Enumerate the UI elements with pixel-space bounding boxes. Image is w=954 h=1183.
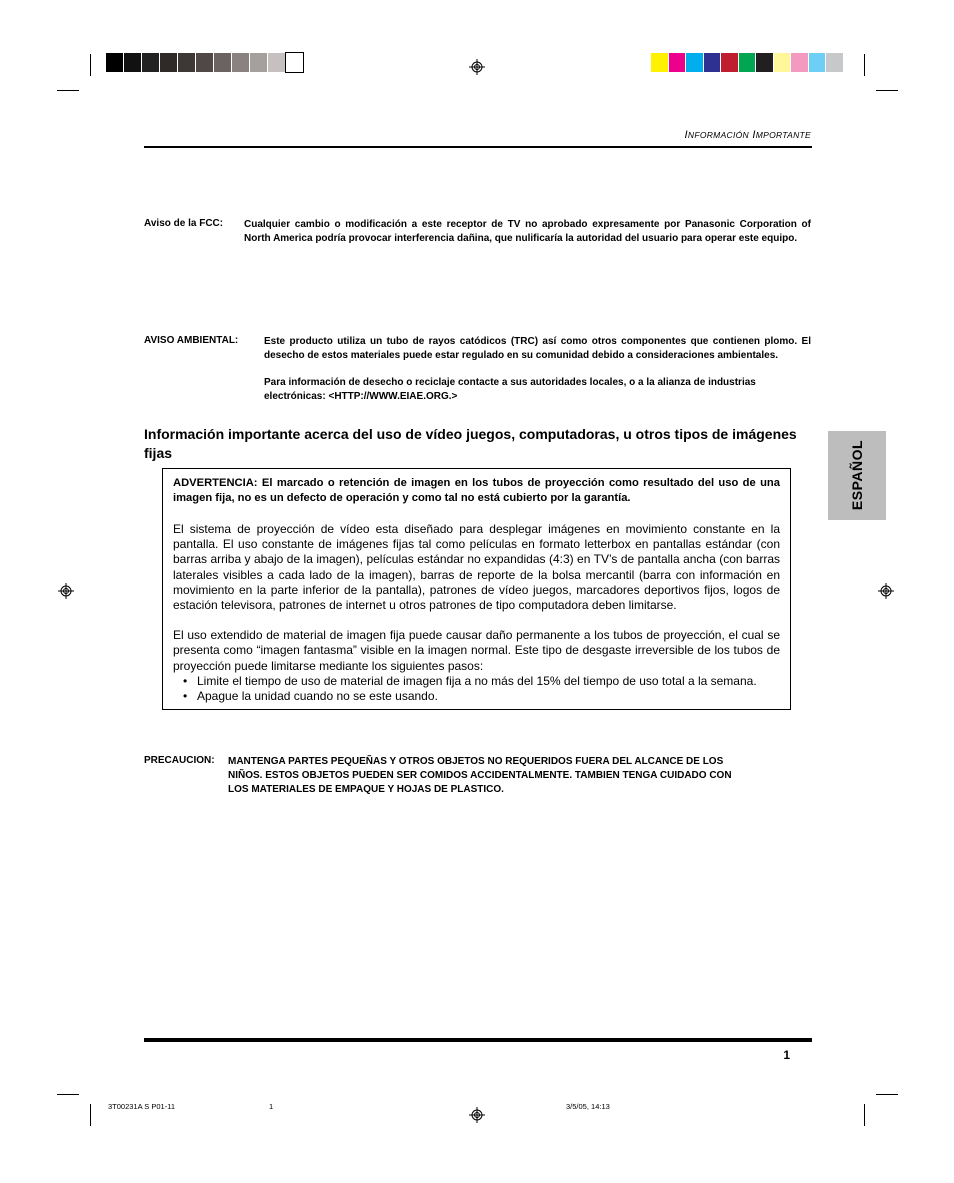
warning-text: ADVERTENCIA: El marcado o retención de imagen en los tubos de proyección como resultado del uso de una imagen fija, no es un defecto de operación y como tal no está cubierto por la garantía.	[173, 477, 780, 504]
color-swatch	[232, 53, 249, 72]
crop-mark	[864, 54, 865, 76]
footer-file-code: 3T00231A S P01-11	[108, 1102, 175, 1111]
color-swatch	[826, 53, 843, 72]
color-swatch	[791, 53, 808, 72]
warning-steps-list	[173, 674, 780, 704]
header-rule	[144, 146, 812, 148]
registration-mark-icon	[878, 583, 894, 599]
fcc-label: Aviso de la FCC:	[144, 218, 224, 229]
list-item: • Limite el tiempo de uso de material de imagen fija a no más del 15% del tiempo de uso total a la semana.	[183, 674, 780, 689]
environmental-label: AVISO AMBIENTAL:	[144, 335, 239, 346]
color-swatch	[268, 53, 285, 72]
caution-line-3: LOS MATERIALES DE EMPAQUE Y HOJAS DE PLASTICO.	[228, 784, 504, 795]
language-tab-label: ESPAÑOL	[849, 439, 865, 511]
language-tab	[828, 431, 886, 520]
footer-date-time: 3/5/05, 14:13	[566, 1102, 610, 1111]
color-swatch	[250, 53, 267, 72]
list-item: • Apague la unidad cuando no se este usando.	[183, 689, 780, 704]
registration-mark-icon	[469, 59, 485, 75]
footer-rule	[144, 1038, 812, 1042]
registration-mark-icon	[469, 1107, 485, 1123]
color-swatch	[774, 53, 791, 72]
registration-mark-icon	[58, 583, 74, 599]
warning-paragraph-1: El sistema de proyección de vídeo esta diseñado para desplegar imágenes en movimiento constante en la pantalla. El uso constante de imágenes fijas tal como películas en formato letterbox en pantallas estándar (con barras arriba y abajo de la imagen), películas estándar no expandidas (4:3) en TV’s de pantalla ancha (con barras laterales visibles a cada lado de la imagen), barras de reporte de la bolsa mercantil (barra con información en movimiento en la parte inferior de la pantalla), patrones de vídeo juegos, marcadores deportivos fijos, logos de estación televisora, patrones de internet u otros patrones de tipo computadora deben limitarse.	[173, 522, 780, 613]
caution-label: PRECAUCION:	[144, 755, 215, 766]
color-swatch	[178, 53, 195, 72]
crop-mark	[876, 90, 898, 91]
warning-box	[162, 468, 791, 710]
page-number: 1	[783, 1048, 790, 1062]
environmental-link-text: Para información de desecho o reciclaje contacte a sus autoridades locales, o a la alianza de industrias electrónicas: <HTTP://WWW.EIAE.ORG.>	[264, 377, 756, 402]
color-swatch	[669, 53, 686, 72]
page-header-title: INFORMACIÓN IMPORTANTE	[684, 129, 811, 141]
color-swatch	[756, 53, 773, 72]
color-swatch	[809, 53, 826, 72]
color-swatch	[286, 53, 303, 72]
caution-line-1: MANTENGA PARTES PEQUEÑAS Y OTROS OBJETOS NO REQUERIDOS FUERA DEL ALCANCE DE LOS	[228, 756, 724, 767]
color-swatch	[124, 53, 141, 72]
crop-mark	[864, 1104, 865, 1126]
color-swatch	[739, 53, 756, 72]
warning-paragraph-2: El uso extendido de material de imagen fija puede causar daño permanente a los tubos de proyección, el cual se presenta como “imagen fantasma” visible en la imagen normal. Este tipo de desgaste irreversible de los tubos de proyección puede limitarse mediante los siguientes pasos:	[173, 628, 780, 673]
footer-file-page: 1	[269, 1102, 274, 1111]
crop-mark	[90, 1104, 91, 1126]
color-swatch	[160, 53, 177, 72]
color-swatch	[196, 53, 213, 72]
crop-mark	[57, 1094, 79, 1095]
crop-mark	[876, 1094, 898, 1095]
color-swatch	[214, 53, 231, 72]
color-swatch	[721, 53, 738, 72]
caution-line-2: NIÑOS. ESTOS OBJETOS PUEDEN SER COMIDOS ACCIDENTALMENTE. TAMBIEN TENGA CUIDADO CON	[228, 770, 732, 781]
crop-mark	[57, 90, 79, 91]
crop-mark	[90, 54, 91, 76]
color-swatch	[651, 53, 668, 72]
color-swatch	[142, 53, 159, 72]
color-swatch	[686, 53, 703, 72]
environmental-text: Este producto utiliza un tubo de rayos catódicos (TRC) así como otros componentes que contienen plomo. El desecho de estos materiales puede estar regulado en su comunidad debido a consideraciones ambientales.	[264, 336, 811, 361]
fcc-text: Cualquier cambio o modificación a este receptor de TV no aprobado expresamente por Panasonic Corporation of North America podría provocar interferencia dañina, que nulificaría la autoridad del usuario para operar este equipo.	[244, 219, 811, 244]
color-swatch	[106, 53, 123, 72]
section-heading: Información importante acerca del uso de vídeo juegos, computadoras, u otros tipos de imágenes fijas	[144, 426, 797, 461]
color-swatch	[704, 53, 721, 72]
